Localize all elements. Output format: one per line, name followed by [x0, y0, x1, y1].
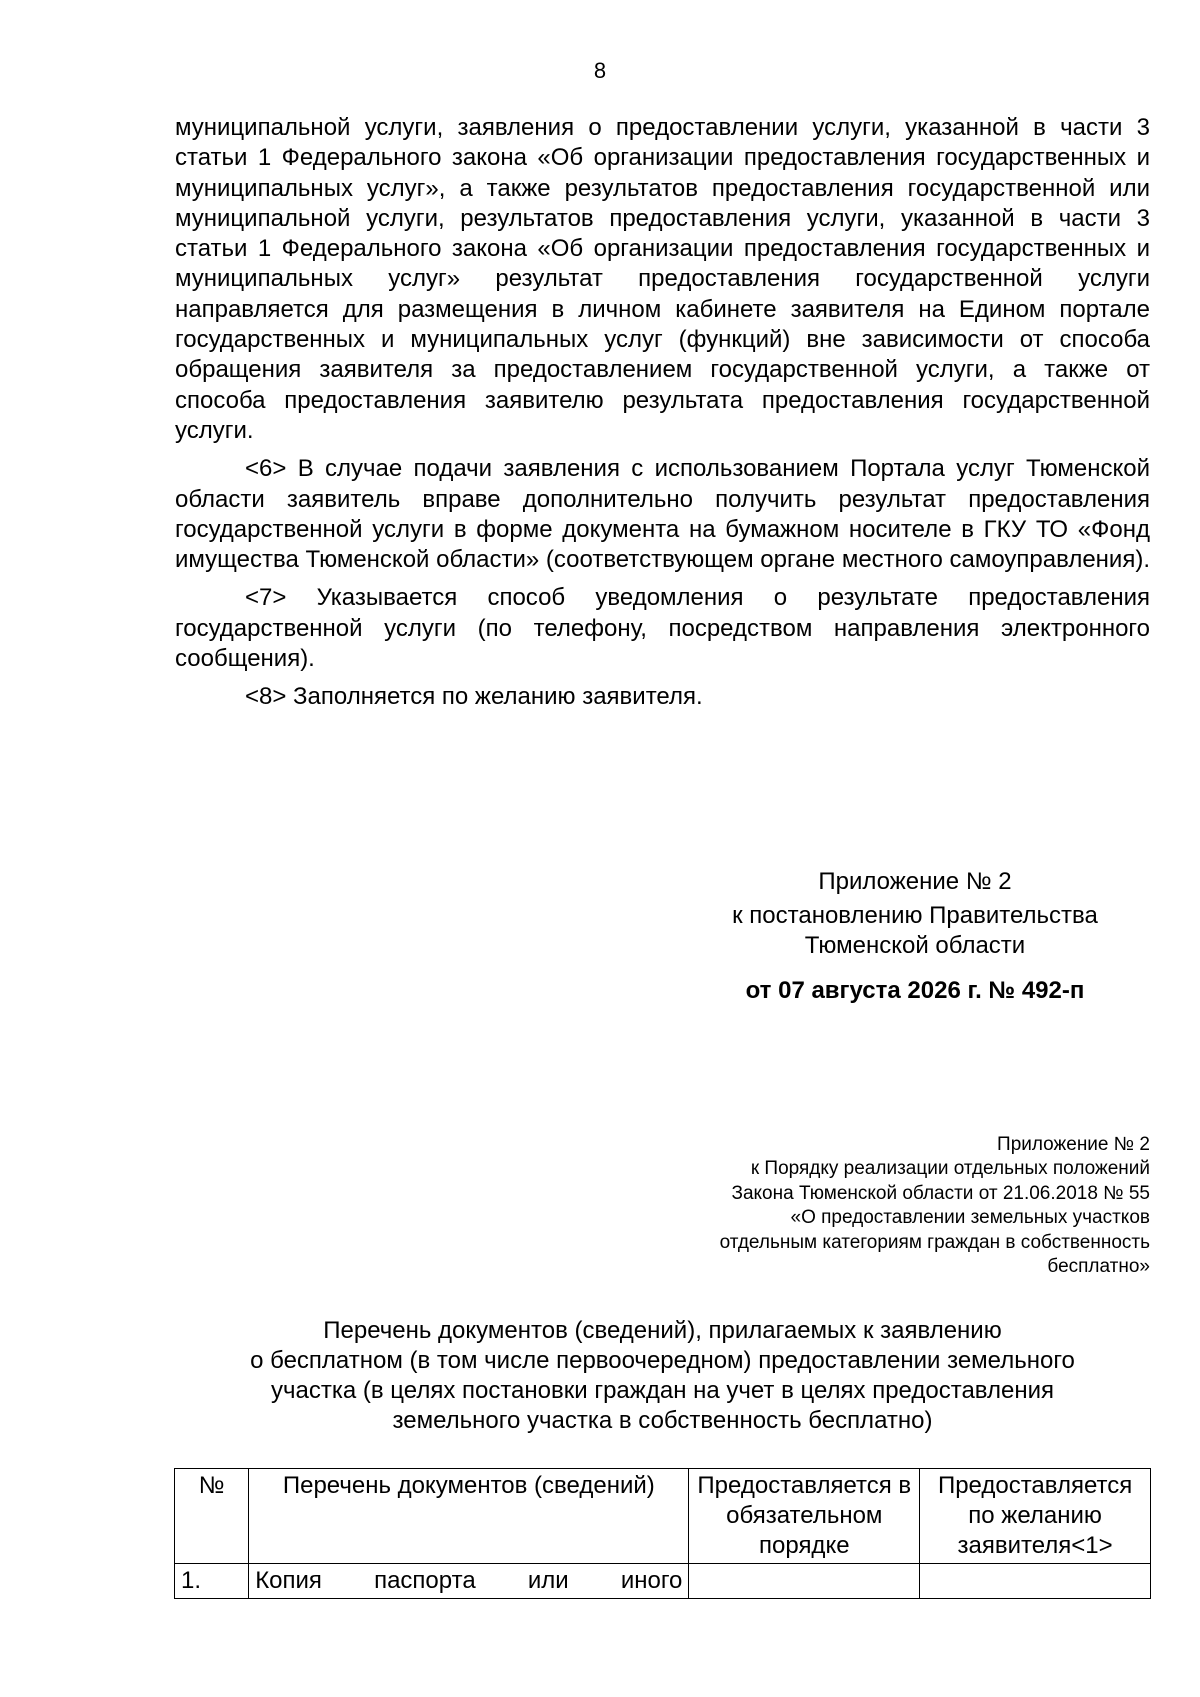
list-title-line-1: Перечень документов (сведений), прилагаемых к заявлению [323, 1317, 1002, 1344]
row-number: 1. [175, 1564, 249, 1599]
list-title-line-4: земельного участка в собственность бесплатно) [392, 1407, 933, 1434]
approval-region: Тюменской области [804, 932, 1026, 959]
list-title-line-2: о бесплатном (в том числе первоочередном) предоставлении земельного [250, 1347, 1075, 1374]
approval-to-resolution: к постановлению Правительства [732, 902, 1098, 929]
row-required [689, 1564, 920, 1599]
body-text [175, 113, 1150, 713]
appendix-label: Приложение № 2 [997, 1134, 1150, 1155]
list-title-line-3: участка (в целях постановки граждан на учет в целях предоставления [271, 1377, 1054, 1404]
appendix-line-6: бесплатно» [1047, 1256, 1150, 1278]
appendix-reference [590, 1133, 1150, 1279]
footnote-8: <8> Заполняется по желанию заявителя. [245, 683, 703, 711]
appendix-line-4: «О предоставлении земельных участков [790, 1207, 1150, 1229]
approval-date-number: от 07 августа 2026 г. № 492-п [745, 977, 1085, 1004]
header-document-list: Перечень документов (сведений) [249, 1469, 689, 1564]
header-number: № [175, 1469, 249, 1564]
approval-block [690, 867, 1140, 1006]
list-title [175, 1316, 1150, 1436]
header-optional: Предоставляется по желанию заявителя<1> [920, 1469, 1151, 1564]
row-optional [920, 1564, 1151, 1599]
page-number: 8 [593, 58, 607, 83]
footnote-7: <7> Указывается способ уведомления о результате предоставления государственной услуги (по телефону, посредством направления электронного сообщения). [175, 584, 1150, 673]
approval-appendix-label: Приложение № 2 [818, 868, 1012, 895]
appendix-line-2: к Порядку реализации отдельных положений [750, 1158, 1150, 1180]
row-document-name: Копия паспорта или иного [249, 1564, 689, 1599]
appendix-line-5: отдельным категориям граждан в собственность [719, 1231, 1150, 1253]
appendix-line-3: Закона Тюменской области от 21.06.2018 № 55 [731, 1182, 1150, 1204]
table-header-row [175, 1469, 1151, 1564]
paragraph-continuation: муниципальной услуги, заявления о предоставлении услуги, указанной в части 3 статьи 1 Федерального закона «Об организации предоставления государственных и муниципальных услуг», а также результатов предоставления государственной или муниципальной услуги, результатов предоставления услуги, указанной в части 3 статьи 1 Федерального закона «Об организации предоставления государственных и муниципальных услуг» результат предоставления государственной услуги направляется для размещения в личном кабинете заявителя на Едином портале государственных и муниципальных услуг (функций) вне зависимости от способа обращения заявителя за предоставлением государственной услуги, а также от способа предоставления заявителю результата предоставления государственной услуги. [175, 114, 1150, 444]
header-required: Предоставляется в обязательном порядке [689, 1469, 920, 1564]
footnote-6: <6> В случае подачи заявления с использованием Портала услуг Тюменской области заявитель вправе дополнительно получить результат предоставления государственной услуги в форме документа на бумажном носителе в ГКУ ТО «Фонд имущества Тюменской области» (соответствующем органе местного самоуправления). [175, 455, 1150, 574]
table-row [175, 1564, 1151, 1599]
documents-table [174, 1468, 1151, 1599]
